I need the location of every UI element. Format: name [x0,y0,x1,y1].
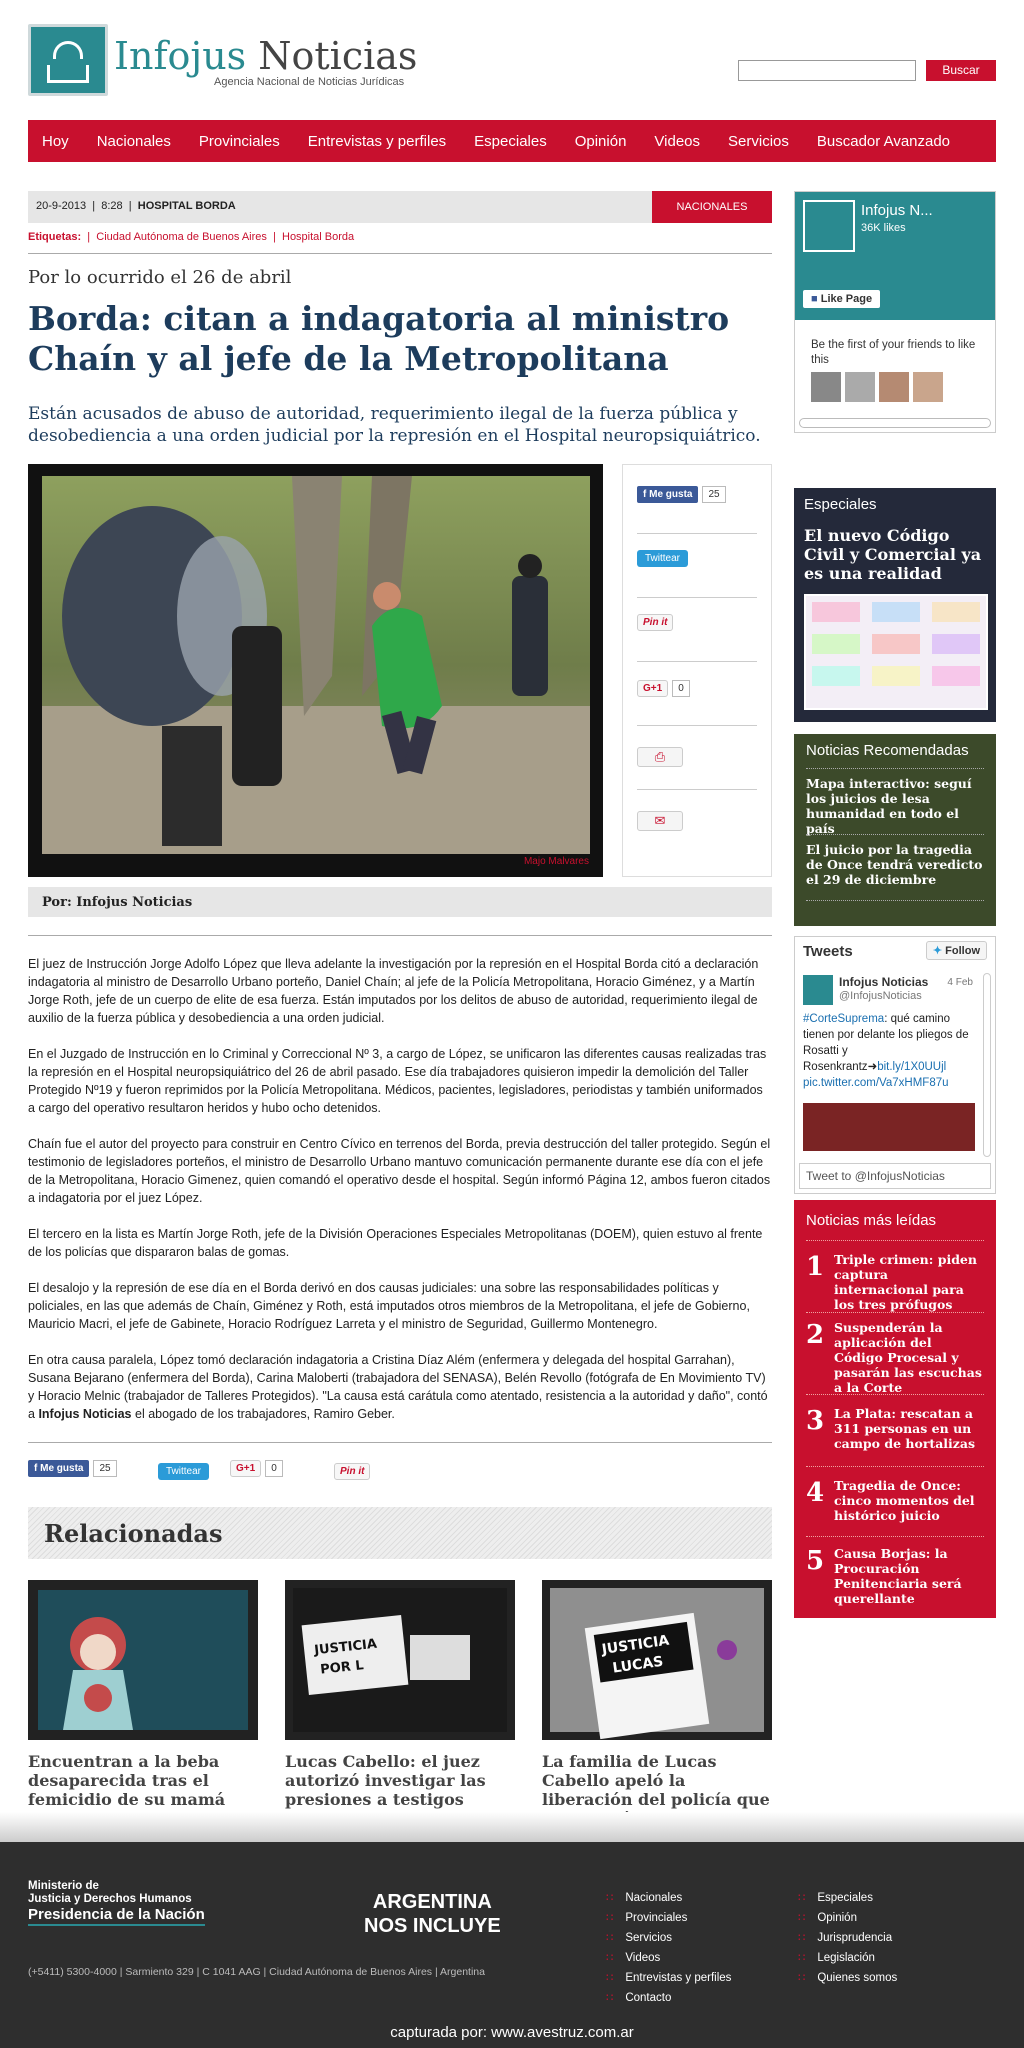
tweet-image[interactable] [803,1103,975,1151]
ministry-logo[interactable] [28,1880,205,1926]
article-meta-bar [28,191,772,223]
tag-link[interactable]: Ciudad Autónoma de Buenos Aires [96,231,267,243]
article-paragraph: El tercero en la lista es Martín Jorge Roth, jefe de la División Operaciones Especiales Metropolitanas (DOEM), quien estuvo al frente de los policías que dispararon balas de gomas. [28,1227,763,1259]
nav-especiales[interactable]: Especiales [474,132,547,150]
article-dek: Están acusados de abuso de autoridad, requerimiento ilegal de la fuerza pública y desobediencia a una orden judicial por la represión en el Hospital neuropsiquiátrico. [28,404,761,446]
footer-link[interactable]: ∷ Videos [606,1948,731,1968]
related-item[interactable] [285,1580,515,1809]
presidency-line: Presidencia de la Nación [28,1906,205,1926]
infojus-logo[interactable] [28,24,108,96]
avatar[interactable] [879,372,909,402]
tags-row: Etiquetas: | Ciudad Autónoma de Buenos Aires | Hospital Borda [28,231,355,243]
related-title: Relacionadas [44,1519,223,1548]
tweets-title: Tweets [803,943,853,960]
recomendadas-title: Noticias Recomendadas [806,742,969,759]
pinterest-button[interactable]: Pin it [334,1463,370,1480]
facebook-like-label: Me gusta [40,1463,84,1474]
tagline: Agencia Nacional de Noticias Jurídicas [214,76,405,88]
footer-link[interactable]: ∷ Servicios [606,1928,731,1948]
vertical-scrollbar[interactable] [983,973,991,1157]
facebook-likes: 36K likes [861,222,906,234]
article-paragraph [28,1351,772,1423]
footer-link[interactable]: ∷ Entrevistas y perfiles [606,1968,731,1988]
twitter-icon: ✦ [932,945,943,957]
print-icon[interactable]: ⎙ [637,747,683,767]
facebook-like-count: 25 [93,1460,116,1477]
most-read-link[interactable]: Tragedia de Once: cinco momentos del histórico juicio [834,1478,975,1523]
divider [637,661,757,662]
most-read-link[interactable]: Causa Borjas: la Procuración Penitenciaria será querellante [834,1546,962,1606]
facebook-page-widget [794,191,996,433]
ministry-line: Justicia y Derechos Humanos [28,1893,192,1905]
recommended-link[interactable]: El juicio por la tragedia de Once tendrá veredicto el 29 de diciembre [806,842,983,887]
facebook-like[interactable] [637,489,726,509]
category-badge[interactable]: NACIONALES [652,191,772,223]
related-image[interactable] [285,1580,515,1740]
search-input[interactable] [738,60,916,81]
divider [637,597,757,598]
nav-opinion[interactable]: Opinión [574,132,627,150]
article-headline: Borda: citan a indagatoria al ministro Chaín y al jefe de la Metropolitana [28,299,730,378]
gplus-count: 0 [265,1460,283,1477]
footer-links-col1 [606,1888,731,2008]
paragraph-bold: Infojus Noticias [38,1407,132,1421]
divider [637,789,757,790]
divider [28,935,772,936]
article-author: Por: Infojus Noticias [28,887,772,917]
facebook-like[interactable] [28,1463,117,1474]
tweet-input[interactable]: Tweet to @InfojusNoticias [799,1163,991,1189]
brand-noticias: Noticias [246,34,418,78]
article-topic: HOSPITAL BORDA [137,200,236,212]
divider [806,900,984,901]
related-header [28,1507,772,1559]
photo-credit: Majo Malvares [523,856,589,867]
related-item[interactable] [28,1580,258,1809]
divider [637,533,757,534]
divider [806,1466,984,1467]
article-kicker: Por lo ocurrido el 26 de abril [28,267,292,288]
nav-servicios[interactable]: Servicios [728,132,789,150]
article-paragraph: Chaín fue el autor del proyecto para construir en Centro Cívico en terrenos del Borda, previa destrucción del taller protegido. Según el testimonio de legisladores porteños, el ministro de Desarrollo Urbano mantuvo comunicación permanente durante ese día con el jefe de la Metropolitana, Horacio Gimenez, quien comandó el operativo desde el hospital. Según informó Página 12, ambos fueron citados a indagatoria por el juez López. [28,1137,771,1205]
article-meta: 20-9-2013 | 8:28 | HOSPITAL BORDA [36,200,236,212]
divider [806,1394,984,1395]
related-caption[interactable]: Encuentran a la beba desaparecida tras el femicidio de su mamá [28,1752,226,1809]
divider [806,1536,984,1537]
rank-number: 5 [806,1546,825,1576]
article-body [28,955,772,1441]
related-image[interactable] [542,1580,772,1740]
protest-banner-image [285,1580,515,1740]
argentina-nos-incluye-logo[interactable] [364,1890,501,1938]
gplus-button[interactable]: G+1 [230,1460,261,1477]
tweet-date[interactable]: 4 Feb [947,977,973,988]
svg-text:JUSTICIA: JUSTICIA [313,1636,378,1659]
rank-number: 4 [806,1478,825,1508]
facebook-cover[interactable] [795,192,995,320]
sun-icon [53,41,83,59]
facebook-icon: ■ [811,293,818,305]
article-paragraph: En el Juzgado de Instrucción en lo Criminal y Correccional Nº 3, a cargo de López, se unificaron las diferentes causas realizadas tras la represión en el Hospital neuropsiquiátrico del 26 de abril pasado. Ese día trabajadores quisieron impedir la demolición del Taller Protegido Nº19 y fueron reprimidos por la Policía Metropolitana. Médicos, pacientes, legisladores, periodistas y también uniformados a cargo del operativo resultaron heridos y hubo ocho detenidos. [28,1047,767,1115]
recomendadas-box [794,734,996,926]
brand-name[interactable] [114,36,417,76]
tweet-link[interactable]: bit.ly/1X0UUjl [877,1061,947,1073]
nav-entrevistas[interactable]: Entrevistas y perfiles [307,132,447,150]
footer-shadow [0,1812,1024,1842]
article-time: 8:28 [101,200,123,212]
svg-text:LUCAS: LUCAS [611,1653,665,1677]
footer-links-col2 [798,1888,897,1988]
illustration-image [28,1580,258,1740]
facebook-like-label: Me gusta [649,489,693,500]
facebook-like-button[interactable] [637,486,698,503]
bottom-share-bar [28,1463,628,1485]
nav-videos[interactable]: Videos [654,132,701,150]
footer [0,1842,1024,2048]
tweet-text: #CorteSuprema: qué camino tienen por delante los pliegos de Rosatti y Rosenkrantz➜bit.ly/1X0UUjl pic.twitter.com/Va7xHMF87u [803,1013,969,1089]
tags-label: Etiquetas: [28,231,82,243]
tweet-body: : qué camino tienen por delante los pliegos de Rosatti y Rosenkrantz [803,1013,969,1073]
gplus-share[interactable] [637,683,690,703]
rank-number: 3 [806,1406,825,1436]
footer-link[interactable]: ∷ Provinciales [606,1908,731,1928]
related-caption[interactable]: Lucas Cabello: el juez autorizó investigar las presiones a testigos [285,1752,486,1809]
pinterest-share[interactable] [637,617,673,637]
gplus-count: 0 [672,680,690,697]
svg-text:JUSTICIA: JUSTICIA [600,1632,671,1658]
footer-link[interactable]: ∷ Opinión [798,1908,897,1928]
facebook-icon: f [34,1463,38,1474]
recommended-link[interactable]: Mapa interactivo: seguí los juicios de lesa humanidad en todo el país [806,776,972,836]
paragraph-text: el abogado de los trabajadores, Ramiro Geber. [131,1407,395,1421]
divider [637,725,757,726]
footer-link[interactable]: ∷ Nacionales [606,1888,731,1908]
avatar[interactable] [811,372,841,402]
footer-link[interactable]: ∷ Quienes somos [798,1968,897,1988]
footer-link[interactable]: ∷ Contacto [606,1988,731,2008]
avatar[interactable] [845,372,875,402]
especiales-title: Especiales [804,496,877,513]
mail-icon[interactable]: ✉ [637,811,683,831]
captured-by-watermark: capturada por: www.avestruz.com.ar [390,2024,634,2041]
divider [28,1442,772,1443]
facebook-like-button[interactable] [28,1460,89,1477]
divider [806,1312,984,1313]
facebook-page-name[interactable]: Infojus N... [861,202,933,219]
print-share[interactable] [637,747,683,767]
footer-link[interactable]: ∷ Jurisprudencia [798,1928,897,1948]
facebook-icon: f [643,489,647,500]
footer-address: (+5411) 5300-4000 | Sarmiento 329 | C 1041 AAG | Ciudad Autónoma de Buenos Aires | Argentina [28,1966,485,1978]
footer-link[interactable]: ∷ Legislación [798,1948,897,1968]
divider [806,834,984,835]
especiales-box [794,488,996,722]
avatar[interactable] [913,372,943,402]
search-button[interactable]: Buscar [926,60,996,81]
twitter-share[interactable] [637,553,688,573]
related-caption[interactable]: La familia de Lucas Cabello apeló la liberación del policía que [542,1752,770,1809]
pinterest-button[interactable]: Pin it [637,614,673,631]
divider [806,1240,984,1241]
nav-buscador-avanzado[interactable]: Buscador Avanzado [816,132,951,150]
tweet-author-name[interactable]: Infojus Noticias [839,975,929,989]
facebook-faces [811,372,943,402]
twitter-share-button[interactable]: Twittear [158,1463,209,1480]
article-photo[interactable] [28,464,603,877]
protest-photo-image [42,476,590,854]
follow-label: Follow [945,945,980,957]
infojus-logo [803,200,855,252]
nav-nacionales[interactable]: Nacionales [96,132,171,150]
facebook-like-page-button[interactable] [803,290,880,308]
ministry-line: Ministerio de [28,1880,99,1892]
divider [806,768,984,769]
rank-number: 1 [806,1252,825,1282]
horizontal-scrollbar[interactable] [799,418,991,428]
nav-hoy[interactable]: Hoy [42,132,69,150]
rank-number: 2 [806,1320,825,1350]
main-nav [28,120,996,162]
most-read-link[interactable]: La Plata: rescatan a 311 personas en un campo de hortalizas [834,1406,976,1451]
related-item[interactable] [542,1580,772,1828]
share-column [622,464,772,877]
twitter-follow-button[interactable] [926,941,987,960]
facebook-friends-text: Be the first of your friends to like this [811,339,976,366]
protest-sign-image [542,1580,772,1740]
article-paragraph: El desalojo y la represión de ese día en el Borda derivó en dos causas judiciales: una sobre las responsabilidades políticas y policiales, en las que además de Chaín, Giménez y Roth, está imputados otros miembros de la Metropolitana, el jefe de Gobierno, Mauricio Macri, el jefe de Gabinete, Horacio Rodríguez Larreta y el ministro de Seguridad, Guillermo Montenegro. [28,1281,750,1331]
book-icon [47,65,89,83]
mail-share[interactable] [637,811,683,831]
colorful-illustration-image [806,596,986,708]
logo-line: NOS INCLUYE [364,1915,501,1937]
gplus-share[interactable] [230,1463,283,1474]
twitter-share-button[interactable]: Twittear [637,550,688,567]
tweet-author-handle[interactable]: @InfojusNoticias [839,990,922,1002]
avatar[interactable] [803,975,833,1005]
especiales-headline[interactable]: El nuevo Código Civil y Comercial ya es una realidad [804,526,982,583]
article-date: 20-9-2013 [36,200,87,212]
tweet-hashtag[interactable]: #CorteSuprema [803,1013,885,1025]
article-paragraph: El juez de Instrucción Jorge Adolfo López que lleva adelante la investigación por la represión en el Hospital Borda citó a declaración indagatoria al ministro de Desarrollo Urbano porteño, Daniel Chaín; al jefe de la Policía Metropolitana, Horacio Giménez, y a Martín Jorge Roth, jefe de un cuerpo de elite de esa fuerza. Están imputados por los delitos de abuso de autoridad, requerimiento ilegal de auxilio de la fuerza pública y desobediencia a una orden judicial. [28,957,759,1025]
like-page-label: Like Page [820,293,873,305]
mas-leidas-title: Noticias más leídas [806,1212,937,1229]
gplus-button[interactable]: G+1 [637,680,668,697]
especiales-image[interactable] [804,594,988,710]
svg-text:POR L: POR L [319,1658,365,1678]
paragraph-text: En otra causa paralela, López tomó declaración indagatoria a Cristina Díaz Além (enfermera y delegada del hospital Garrahan), Susana Bejarano (enfermera del Borda), Carina Maloberti (trabajadora del SENASA), Belén Revollo (fotógrafa de En Movimiento TV) y Horacio Melnic (trabajador de Talleres Protegidos). "La causa está carátula como atentado, resistencia a la autoridad y daño", contó a [28,1353,768,1421]
facebook-like-count: 25 [702,486,725,503]
tweet-link[interactable]: pic.twitter.com/Va7xHMF87u [803,1077,949,1089]
related-image[interactable] [28,1580,258,1740]
twitter-widget [794,936,996,1194]
nav-provinciales[interactable]: Provinciales [198,132,280,150]
most-read-link[interactable]: Suspenderán la aplicación del Código Procesal y pasarán las escuchas a la Corte [834,1320,982,1395]
brand-infojus: Infojus [114,34,247,78]
footer-link[interactable]: ∷ Especiales [798,1888,897,1908]
logo-line: ARGENTINA [372,1891,492,1913]
tag-link[interactable]: Hospital Borda [282,231,355,243]
most-read-link[interactable]: Triple crimen: piden captura internacional para los tres prófugos [834,1252,977,1312]
divider [28,253,772,254]
mas-leidas-box [794,1200,996,1618]
